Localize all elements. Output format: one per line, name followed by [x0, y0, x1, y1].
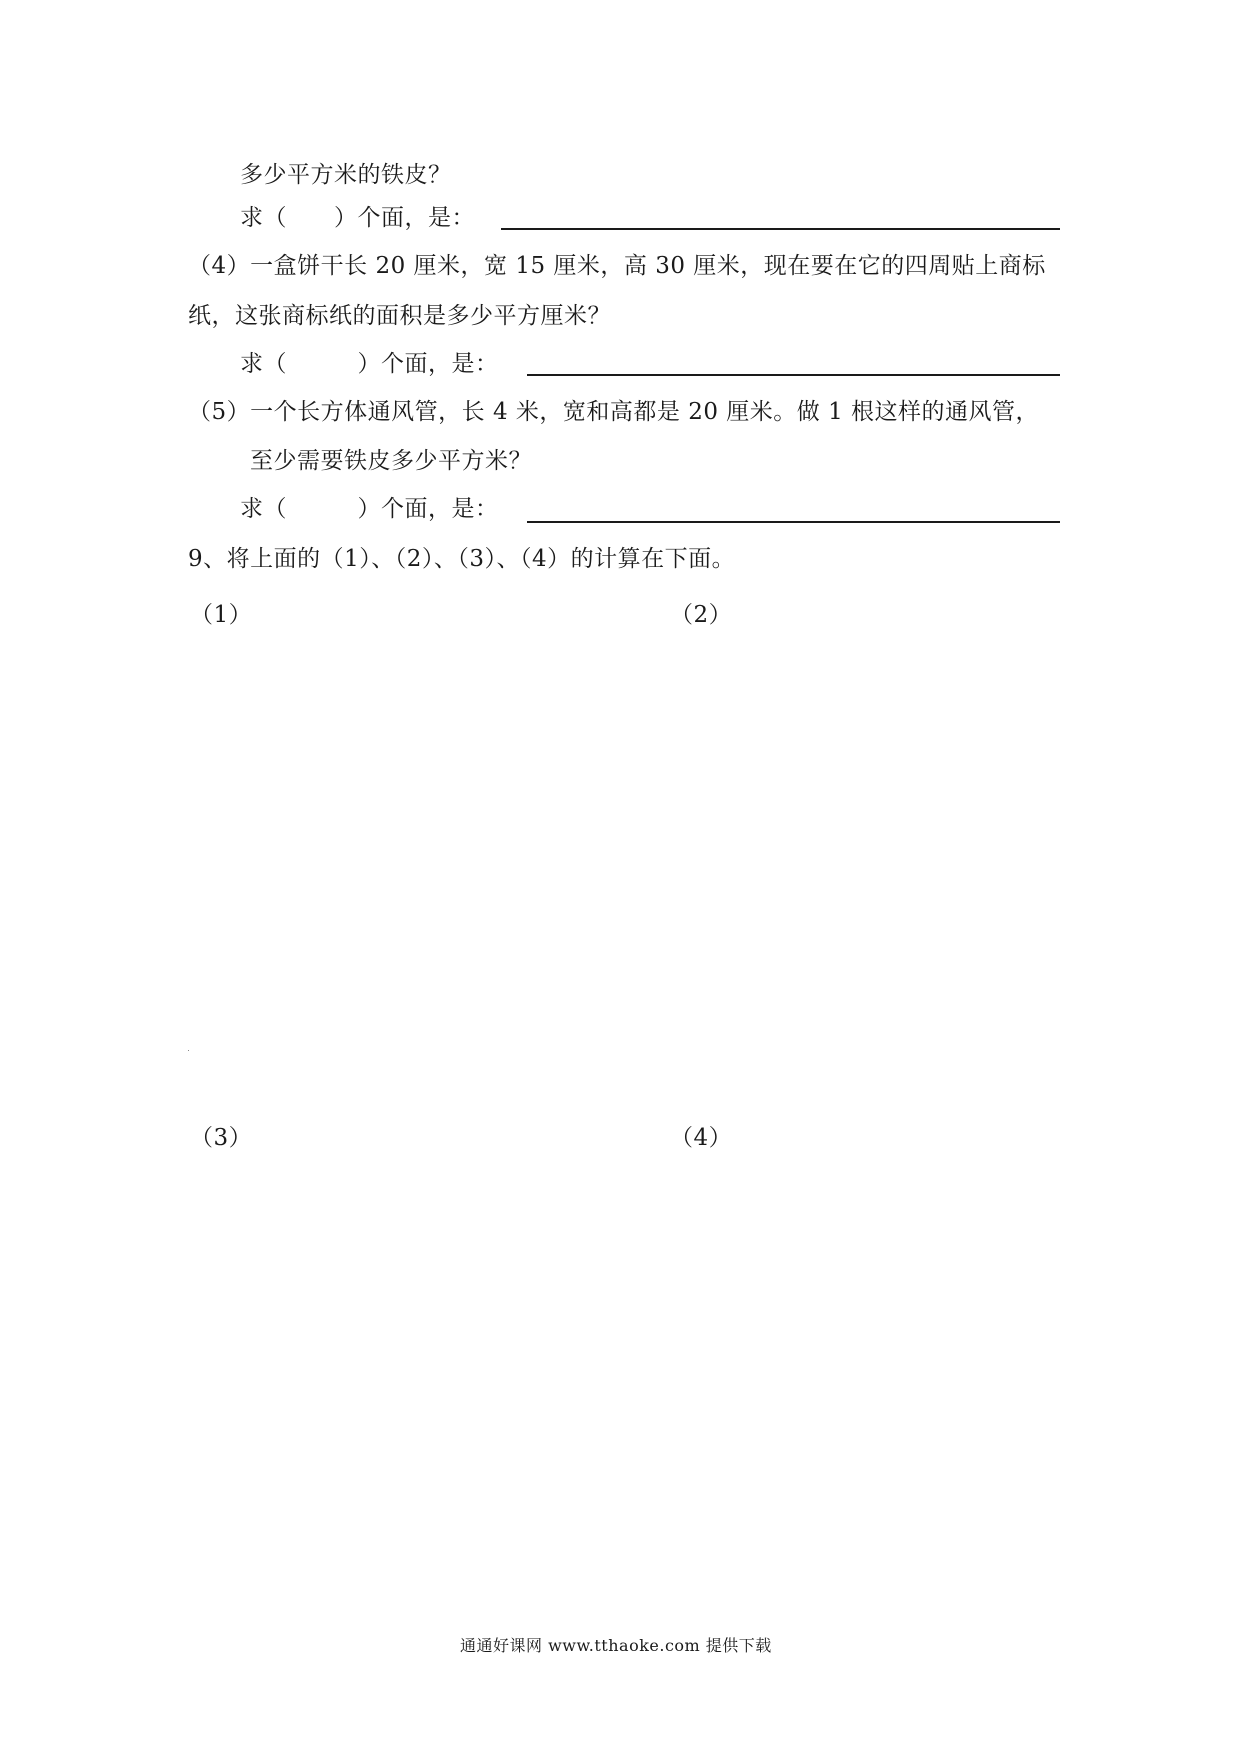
- section9-heading: 9、将上面的（1）、（2）、（3）、（4）的计算在下面。: [188, 546, 736, 572]
- work-area-label-1: （1）: [190, 602, 253, 628]
- q4-question-line1: （4）一盒饼干长 20 厘米，宽 15 厘米，高 30 厘米，现在要在它的四周贴上商标: [188, 253, 1046, 279]
- work-area-label-2: （2）: [670, 602, 733, 628]
- q3-question-continuation: 多少平方米的铁皮？: [240, 162, 452, 188]
- q5-answer-line: [527, 521, 1060, 523]
- q3-answer-prompt: 求（ ）个面，是：: [240, 205, 475, 231]
- work-area-label-3: （3）: [190, 1125, 253, 1151]
- q3-answer-line: [501, 228, 1060, 230]
- footer-download-note: 通通好课网 www.tthaoke.com 提供下载: [460, 1636, 772, 1655]
- q4-answer-prompt: 求（ ）个面，是：: [240, 351, 499, 377]
- q5-question-line1: （5）一个长方体通风管，长 4 米，宽和高都是 20 厘米。做 1 根这样的通风管，: [188, 399, 1040, 425]
- q4-answer-line: [527, 374, 1060, 376]
- q5-question-line2: 至少需要铁皮多少平方米？: [250, 448, 532, 474]
- q4-question-line2: 纸，这张商标纸的面积是多少平方厘米？: [188, 303, 611, 329]
- scan-speck: [188, 1050, 189, 1051]
- work-area-label-4: （4）: [670, 1125, 733, 1151]
- q5-answer-prompt: 求（ ）个面，是：: [240, 496, 499, 522]
